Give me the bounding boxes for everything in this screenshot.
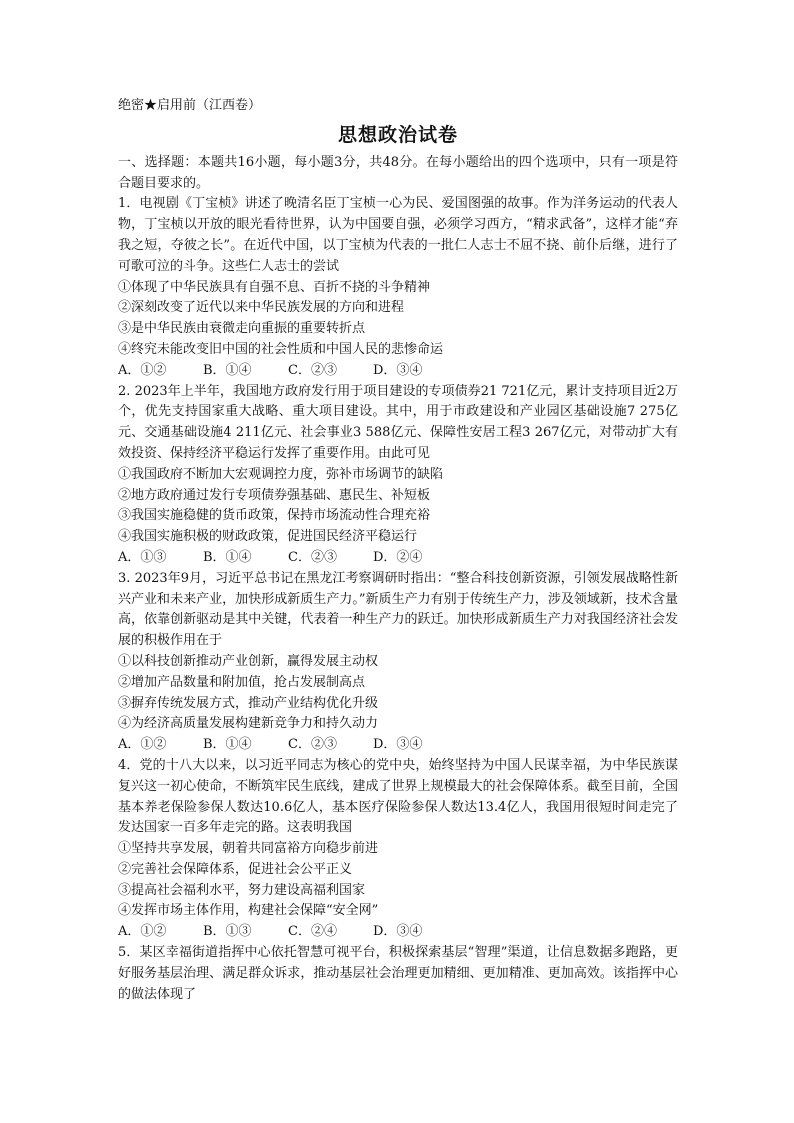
option-3: ③我国实施稳健的货币政策，保持市场流动性合理充裕: [118, 508, 431, 524]
option-1: ①我国政府不断加大宏观调控力度，弥补市场调节的缺陷: [118, 466, 444, 482]
answer-a: A．①②: [118, 924, 167, 940]
option-3: ③是中华民族由衰微走向重振的重要转折点: [118, 321, 366, 337]
answer-c: C．②④: [288, 924, 337, 940]
question-5: [118, 943, 678, 1005]
answer-b: B．①④: [203, 549, 252, 565]
answer-a: A．①②: [118, 737, 167, 753]
question-stem: 5．某区幸福街道指挥中心依托智慧可视平台，积极探索基层“智理”渠道，让信息数据多跑路，更好服务基层治理、满足群众诉求，推动基层社会治理更加精细、更加精准、更加高效。该指挥中心的做法体现了: [118, 945, 678, 1002]
answer-d: D．③④: [373, 737, 423, 753]
question-2: [118, 382, 678, 569]
question-4: [118, 756, 678, 943]
answer-c: C．②③: [288, 549, 337, 565]
answer-d: D．③④: [373, 924, 423, 940]
option-4: ④终究未能改变旧中国的社会性质和中国人民的悲惨命运: [118, 341, 444, 357]
answer-choices: [118, 922, 678, 943]
answer-d: D．③④: [373, 362, 423, 378]
option-4: ④我国实施积极的财政政策，促进国民经济平稳运行: [118, 529, 418, 545]
exam-page: [118, 96, 678, 1005]
answer-d: D．②④: [373, 549, 423, 565]
answer-choices: [118, 548, 678, 569]
question-stem: 3. 2023年9月，习近平总书记在黑龙江考察调研时指出：“整合科技创新资源，引领发展战略性新兴产业和未来产业，加快形成新质生产力。”新质生产力有别于传统生产力，涉及领域新，技术含量高，依靠创新驱动是其中关键，代表着一种生产力的跃迁。加快形成新质生产力对我国经济社会发展的积极作用在于: [118, 570, 678, 649]
option-4: ④发挥市场主体作用，构建社会保障“安全网”: [118, 903, 379, 919]
option-2: ②完善社会保障体系，促进社会公平正义: [118, 861, 353, 877]
question-stem: 1．电视剧《丁宝桢》讲述了晚清名臣丁宝桢一心为民、爱国图强的故事。作为洋务运动的代表人物，丁宝桢以开放的眼光看待世界，认为中国要自强，必须学习西方，“精求武备”，这样才能“弃我之短，夺彼之长”。在近代中国，以丁宝桢为代表的一批仁人志士不屈不挠、前仆后继，进行了可歌可泣的斗争。这些仁人志士的尝试: [118, 196, 678, 274]
answer-b: B．①④: [203, 737, 252, 753]
answer-c: C．②③: [288, 737, 337, 753]
option-1: ①以科技创新推动产业创新，赢得发展主动权: [118, 653, 379, 669]
question-stem: 2. 2023年上半年，我国地方政府发行用于项目建设的专项债券21 721亿元，累计支持项目近2万个，优先支持国家重大战略、重大项目建设。其中，用于市政建设和产业园区基础设施7 275亿元、交通基础设施4 211亿元、社会事业3 588亿元、保障性安居工程3 267亿元，对带动扩大有效投资、保持经济平稳运行发挥了重要作用。由此可见: [118, 383, 678, 461]
option-1: ①坚持共享发展，朝着共同富裕方向稳步前进: [118, 841, 379, 857]
question-stem: 4．党的十八大以来，以习近平同志为核心的党中央，始终坚持为中国人民谋幸福，为中华民族谋复兴这一初心使命，不断筑牢民生底线，建成了世界上规模最大的社会保障体系。截至目前，全国基本养老保险参保人数达10.6亿人，基本医疗保险参保人数达13.4亿人，我国用很短时间走完了发达国家一百多年走完的路。这表明我国: [118, 757, 678, 836]
answer-choices: [118, 735, 678, 756]
option-3: ③摒弃传统发展方式，推动产业结构优化升级: [118, 695, 379, 711]
answer-b: B．①③: [203, 924, 252, 940]
option-3: ③提高社会福利水平，努力建设高福利国家: [118, 882, 366, 898]
answer-a: A．①③: [118, 549, 167, 565]
question-1: [118, 194, 678, 381]
answer-a: A．①②: [118, 362, 167, 378]
confidential-note: 绝密★启用前（江西卷）: [118, 98, 262, 113]
option-2: ②增加产品数量和附加值，抢占发展制高点: [118, 674, 366, 690]
answer-choices: [118, 361, 678, 382]
option-1: ①体现了中华民族具有自强不息、百折不挠的斗争精神: [118, 279, 431, 295]
option-2: ②地方政府通过发行专项债券强基础、惠民生、补短板: [118, 487, 431, 503]
section-instructions: 一、选择题：本题共16小题，每小题3分，共48分。在每小题给出的四个选项中，只有一项是符合题目要求的。: [118, 154, 678, 191]
option-4: ④为经济高质量发展构建新竞争力和持久动力: [118, 716, 379, 732]
question-3: [118, 569, 678, 756]
option-2: ②深刻改变了近代以来中华民族发展的方向和进程: [118, 300, 405, 316]
exam-title: 思想政治试卷: [337, 123, 458, 146]
answer-b: B．①④: [203, 362, 252, 378]
answer-c: C．②③: [288, 362, 337, 378]
